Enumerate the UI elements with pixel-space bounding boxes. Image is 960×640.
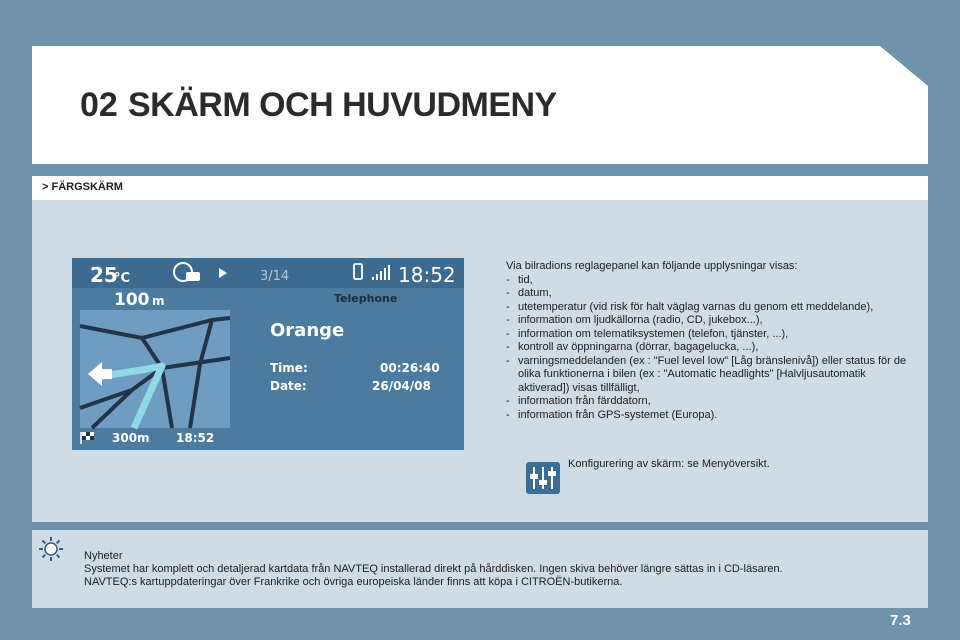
news-line-1: Systemet har komplett och detaljerad kartdata från NAVTEQ installerad direkt på hårddisken. Ingen skiva behöver längre sättas in i CD-läsaren. <box>84 563 783 575</box>
checkered-flag-icon <box>81 432 94 444</box>
news-panel <box>32 530 928 608</box>
sliders-icon <box>526 462 560 494</box>
page-title: SKÄRM OCH HUVUDMENY <box>128 86 557 124</box>
display-date-value: 26/04/08 <box>372 379 431 393</box>
play-icon <box>219 268 227 278</box>
display-time-label: Time: <box>270 361 308 375</box>
gps-car-icon <box>174 263 200 281</box>
list-item: - utetemperatur (vid risk för halt väglag varnas du genom ett meddelande), <box>506 301 916 315</box>
display-distance-top: 100 <box>114 290 150 310</box>
display-time-value: 00:26:40 <box>380 361 440 375</box>
chapter-number: 02 <box>80 86 118 124</box>
list-item: - information om telematiksystemen (telefon, tjänster, ...), <box>506 328 916 342</box>
list-item: - varningsmeddelanden (ex : "Fuel level low" [Låg bränslenivå]) eller status för de olika funktionerna i bilen (ex : "Automatic headlights" [Halvljusautomatik aktiverad]) visas tillfälligt, <box>506 355 916 396</box>
section-bar <box>32 176 928 200</box>
display-source-label: Telephone <box>334 292 398 305</box>
display-graphics <box>72 258 464 450</box>
display-temperature: 25 <box>90 263 118 287</box>
color-display <box>72 258 464 450</box>
display-date-label: Date: <box>270 379 307 393</box>
section-label: > FÄRGSKÄRM <box>42 181 123 193</box>
sun-icon <box>38 536 64 562</box>
list-item: - information om ljudkällorna (radio, CD, jukebox...), <box>506 314 916 328</box>
config-note: Konfigurering av skärm: se Menyöversikt. <box>568 458 770 470</box>
list-item: - datum, <box>506 287 916 301</box>
display-eta: 18:52 <box>176 431 215 445</box>
list-item: - information från färddatorn, <box>506 395 916 409</box>
display-operator: Orange <box>270 320 345 341</box>
info-description <box>506 260 916 422</box>
news-text <box>84 550 904 589</box>
display-clock: 18:52 <box>398 263 456 287</box>
news-line-2: NAVTEQ:s kartuppdateringar över Frankrike och övriga europeiska länder finns att köpa i CITROËN-butikerna. <box>84 576 623 588</box>
info-list <box>506 274 916 423</box>
display-track-counter: 3/14 <box>260 269 290 284</box>
display-distance-bottom: 300m <box>112 431 150 445</box>
list-item: - information från GPS-systemet (Europa). <box>506 409 916 423</box>
signal-bars-icon <box>372 265 390 280</box>
info-intro: Via bilradions reglagepanel kan följande upplysningar visas: <box>506 260 798 272</box>
display-distance-top-unit: m <box>152 294 165 308</box>
news-title: Nyheter <box>84 550 123 562</box>
display-temperature-unit: °C <box>114 271 131 286</box>
list-item: - kontroll av öppningarna (dörrar, bagagelucka, ...), <box>506 341 916 355</box>
page-number: 7.3 <box>890 612 911 629</box>
list-item: - tid, <box>506 274 916 288</box>
phone-icon <box>354 264 362 279</box>
content-panel <box>32 200 928 522</box>
